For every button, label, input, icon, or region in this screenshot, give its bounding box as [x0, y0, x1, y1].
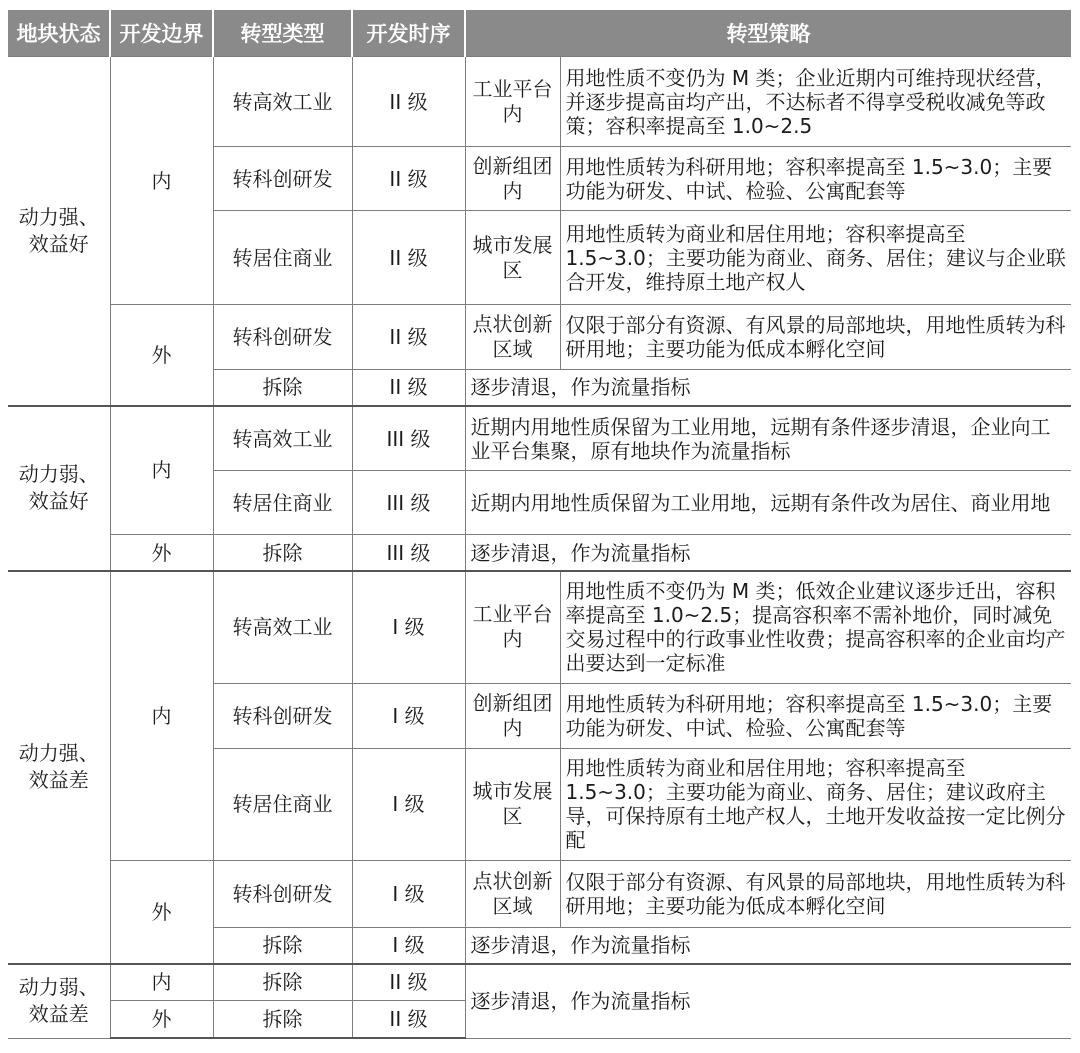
table-row	[8, 305, 1071, 370]
sequence-cell: II 级	[352, 305, 465, 370]
strategy-cell: 用地性质不变仍为 M 类；企业近期内可维持现状经营，并逐步提高亩均产出，不达标者不得享受税收减免等政策；容积率提高至 1.0~2.5	[560, 57, 1071, 147]
boundary-cell: 内	[110, 571, 213, 861]
type-cell: 转高效工业	[213, 57, 352, 147]
region-cell: 点状创新区域	[465, 861, 560, 928]
table-row	[8, 964, 1071, 1000]
header-type: 转型类型	[213, 10, 352, 57]
sequence-cell: I 级	[352, 748, 465, 860]
type-cell: 转科创研发	[213, 305, 352, 370]
boundary-cell: 外	[110, 535, 213, 571]
region-cell: 城市发展区	[465, 210, 560, 304]
table-row	[8, 861, 1071, 928]
sequence-cell: III 级	[352, 406, 465, 471]
state-cell: 动力弱、效益好	[8, 406, 110, 571]
strategy-cell: 用地性质转为科研用地；容积率提高至 1.5~3.0；主要功能为研发、中试、检验、公寓配套等	[560, 683, 1071, 748]
region-cell: 点状创新区域	[465, 305, 560, 370]
region-cell: 城市发展区	[465, 748, 560, 860]
sequence-cell: II 级	[352, 147, 465, 211]
boundary-cell: 内	[110, 406, 213, 535]
strategy-cell: 用地性质转为科研用地；容积率提高至 1.5~3.0；主要功能为研发、中试、检验、公寓配套等	[560, 147, 1071, 211]
type-cell: 转科创研发	[213, 683, 352, 748]
header-strategy: 转型策略	[465, 10, 1071, 57]
type-cell: 转居住商业	[213, 471, 352, 535]
sequence-cell: II 级	[352, 1000, 465, 1038]
strategy-cell: 用地性质转为商业和居住用地；容积率提高至 1.5~3.0；主要功能为商业、商务、居住；建议政府主导，可保持原有土地产权人，土地开发收益按一定比例分配	[560, 748, 1071, 860]
type-cell: 转科创研发	[213, 147, 352, 211]
region-cell: 创新组团内	[465, 147, 560, 211]
table-row	[8, 57, 1071, 147]
type-cell: 拆除	[213, 369, 352, 405]
strategy-cell: 仅限于部分有资源、有风景的局部地块，用地性质转为科研用地；主要功能为低成本孵化空间	[560, 861, 1071, 928]
sequence-cell: II 级	[352, 369, 465, 405]
header-row	[8, 10, 1071, 57]
strategy-cell: 近期内用地性质保留为工业用地，远期有条件改为居住、商业用地	[465, 471, 1071, 535]
type-cell: 转居住商业	[213, 748, 352, 860]
state-cell: 动力强、效益差	[8, 571, 110, 964]
strategy-cell: 近期内用地性质保留为工业用地，远期有条件逐步清退，企业向工业平台集聚，原有地块作为流量指标	[465, 406, 1071, 471]
header-sequence: 开发时序	[352, 10, 465, 57]
transformation-strategy-table	[8, 10, 1071, 1039]
type-cell: 拆除	[213, 535, 352, 571]
table-row	[8, 535, 1071, 571]
sequence-cell: I 级	[352, 861, 465, 928]
type-cell: 转高效工业	[213, 571, 352, 683]
region-cell: 工业平台内	[465, 57, 560, 147]
strategy-cell: 用地性质不变仍为 M 类；低效企业建议逐步迁出，容积率提高至 1.0~2.5；提高容积率不需补地价，同时减免交易过程中的行政事业性收费；提高容积率的企业亩均产出要达到一定标准	[560, 571, 1071, 683]
table-row	[8, 571, 1071, 683]
sequence-cell: II 级	[352, 210, 465, 304]
state-cell: 动力强、效益好	[8, 57, 110, 406]
sequence-cell: III 级	[352, 471, 465, 535]
region-cell: 工业平台内	[465, 571, 560, 683]
boundary-cell: 外	[110, 1000, 213, 1038]
header-boundary: 开发边界	[110, 10, 213, 57]
type-cell: 拆除	[213, 1000, 352, 1038]
sequence-cell: II 级	[352, 57, 465, 147]
sequence-cell: I 级	[352, 683, 465, 748]
sequence-cell: I 级	[352, 927, 465, 963]
sequence-cell: II 级	[352, 964, 465, 1000]
region-cell: 创新组团内	[465, 683, 560, 748]
boundary-cell: 外	[110, 861, 213, 964]
strategy-cell: 仅限于部分有资源、有风景的局部地块，用地性质转为科研用地；主要功能为低成本孵化空间	[560, 305, 1071, 370]
boundary-cell: 内	[110, 57, 213, 305]
strategy-cell: 逐步清退，作为流量指标	[465, 964, 1071, 1038]
strategy-cell: 逐步清退，作为流量指标	[465, 927, 1071, 963]
strategy-cell: 用地性质转为商业和居住用地；容积率提高至 1.5~3.0；主要功能为商业、商务、居住；建议与企业联合开发，维持原土地产权人	[560, 210, 1071, 304]
strategy-cell: 逐步清退，作为流量指标	[465, 369, 1071, 405]
sequence-cell: III 级	[352, 535, 465, 571]
type-cell: 转高效工业	[213, 406, 352, 471]
table-row	[8, 406, 1071, 471]
type-cell: 拆除	[213, 964, 352, 1000]
type-cell: 转居住商业	[213, 210, 352, 304]
sequence-cell: I 级	[352, 571, 465, 683]
boundary-cell: 外	[110, 305, 213, 406]
type-cell: 拆除	[213, 927, 352, 963]
strategy-cell: 逐步清退，作为流量指标	[465, 535, 1071, 571]
type-cell: 转科创研发	[213, 861, 352, 928]
state-cell: 动力弱、效益差	[8, 964, 110, 1038]
boundary-cell: 内	[110, 964, 213, 1000]
header-state: 地块状态	[8, 10, 110, 57]
